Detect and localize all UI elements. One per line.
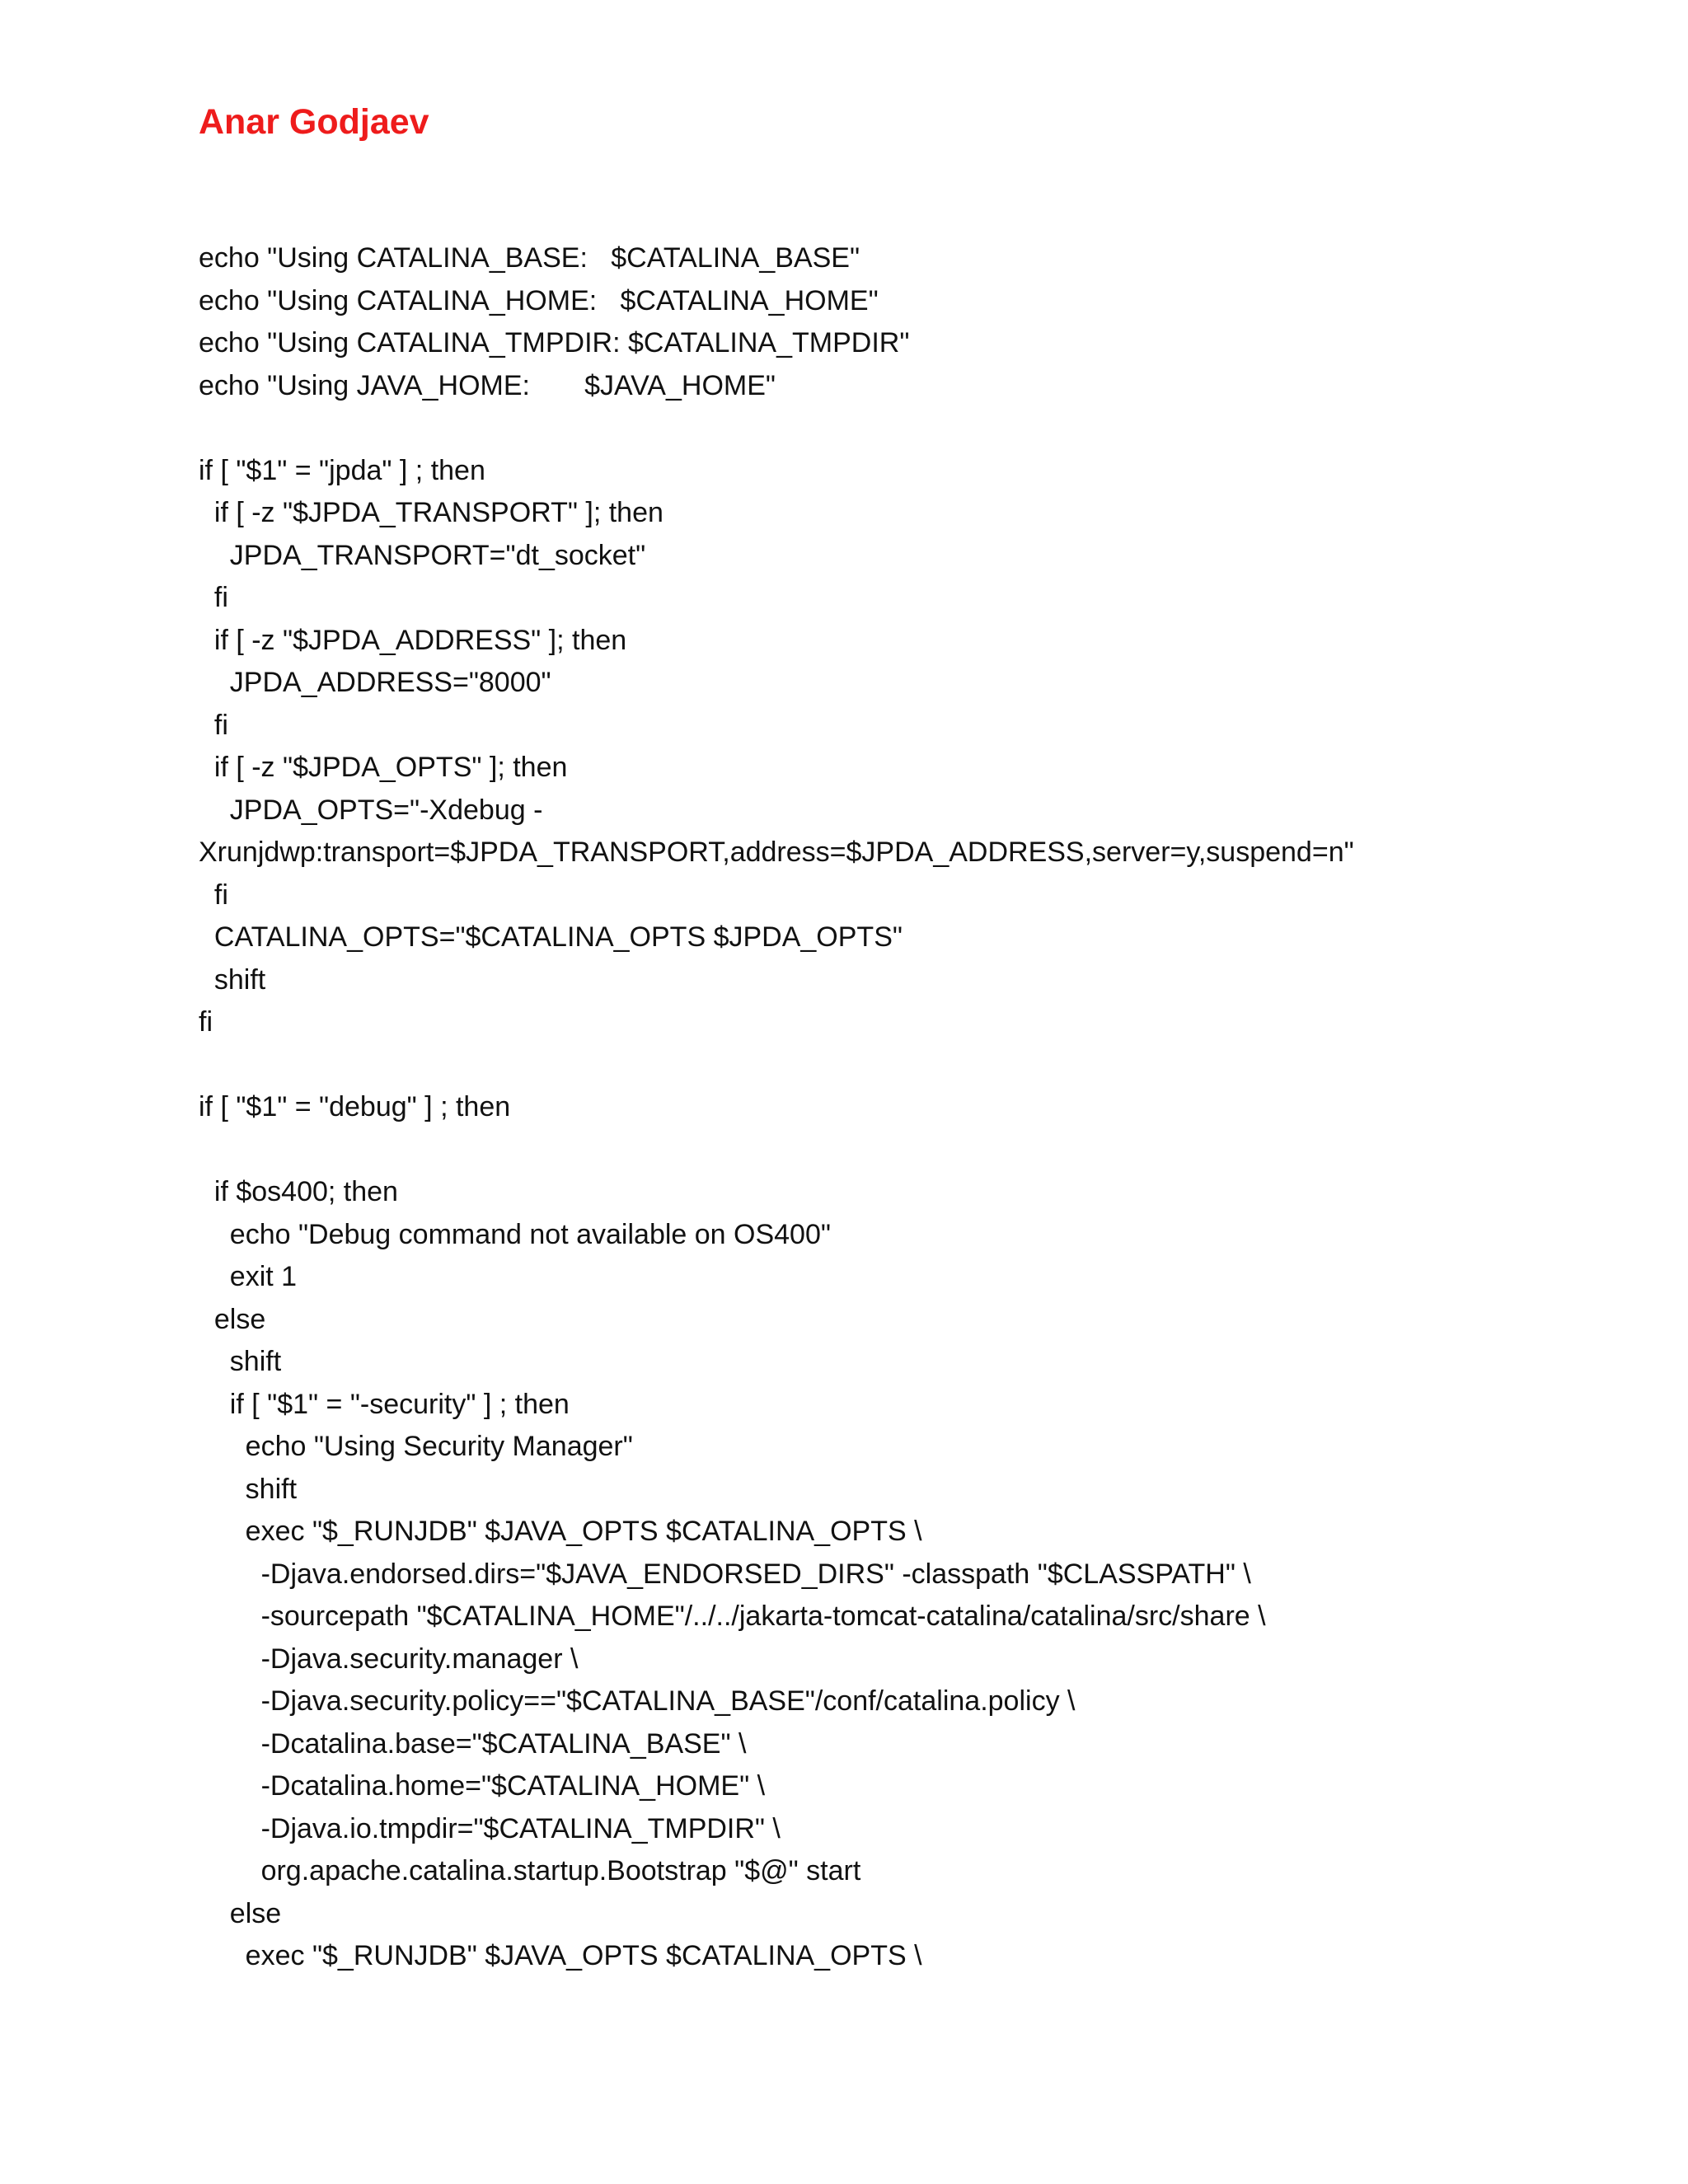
- code-line: -Dcatalina.home="$CATALINA_HOME" \: [199, 1770, 766, 1802]
- code-line: if $os400; then: [199, 1176, 398, 1207]
- code-line: fi: [199, 1006, 213, 1038]
- code-line: if [ -z "$JPDA_ADDRESS" ]; then: [199, 624, 627, 656]
- code-line: -Djava.security.manager \: [199, 1643, 579, 1675]
- code-line: exec "$_RUNJDB" $JAVA_OPTS $CATALINA_OPTS \: [199, 1516, 922, 1547]
- code-line: -Djava.security.policy=="$CATALINA_BASE"/conf/catalina.policy \: [199, 1685, 1076, 1717]
- code-line: echo "Using Security Manager": [199, 1431, 633, 1462]
- code-line: if [ "$1" = "-security" ] ; then: [199, 1388, 570, 1420]
- code-line: fi: [199, 582, 228, 613]
- code-line: echo "Debug command not available on OS400": [199, 1218, 831, 1250]
- code-line: JPDA_OPTS="-Xdebug -: [199, 794, 543, 826]
- code-line: else: [199, 1897, 282, 1929]
- code-line: CATALINA_OPTS="$CATALINA_OPTS $JPDA_OPTS": [199, 921, 903, 953]
- code-line: -Djava.endorsed.dirs="$JAVA_ENDORSED_DIRS" -classpath "$CLASSPATH" \: [199, 1558, 1251, 1590]
- code-line: echo "Using CATALINA_HOME: $CATALINA_HOME": [199, 284, 879, 316]
- code-line: fi: [199, 709, 228, 741]
- code-line: [199, 1129, 1666, 1172]
- code-line: else: [199, 1303, 266, 1335]
- code-line: -Dcatalina.base="$CATALINA_BASE" \: [199, 1727, 747, 1760]
- code-line: JPDA_TRANSPORT="dt_socket": [199, 539, 646, 571]
- code-line: org.apache.catalina.startup.Bootstrap "$@" start: [199, 1855, 861, 1886]
- code-line: JPDA_ADDRESS="8000": [199, 667, 551, 698]
- author-heading: Anar Godjaev: [199, 102, 429, 142]
- script-listing: [199, 237, 1666, 1978]
- code-line: echo "Using CATALINA_BASE: $CATALINA_BASE": [199, 242, 860, 274]
- code-line: echo "Using JAVA_HOME: $JAVA_HOME": [199, 369, 776, 401]
- code-line: if [ -z "$JPDA_OPTS" ]; then: [199, 752, 568, 783]
- code-line: if [ "$1" = "jpda" ] ; then: [199, 454, 485, 486]
- code-line: shift: [199, 1473, 298, 1505]
- code-line: fi: [199, 879, 228, 911]
- code-line: -sourcepath "$CATALINA_HOME"/../../jakarta-tomcat-catalina/catalina/src/share \: [199, 1601, 1266, 1632]
- code-line: shift: [199, 1346, 282, 1377]
- code-line: shift: [199, 963, 266, 996]
- code-line: exit 1: [199, 1261, 298, 1292]
- code-line: Xrunjdwp:transport=$JPDA_TRANSPORT,address=$JPDA_ADDRESS,server=y,suspend=n": [199, 837, 1354, 868]
- code-line: if [ "$1" = "debug" ] ; then: [199, 1091, 511, 1122]
- code-line: echo "Using CATALINA_TMPDIR: $CATALINA_TMPDIR": [199, 327, 910, 359]
- code-line: [199, 1044, 1666, 1087]
- code-line: if [ -z "$JPDA_TRANSPORT" ]; then: [199, 497, 663, 528]
- code-line: -Djava.io.tmpdir="$CATALINA_TMPDIR" \: [199, 1812, 781, 1844]
- code-line: [199, 407, 1666, 450]
- code-line: exec "$_RUNJDB" $JAVA_OPTS $CATALINA_OPTS \: [199, 1940, 922, 1971]
